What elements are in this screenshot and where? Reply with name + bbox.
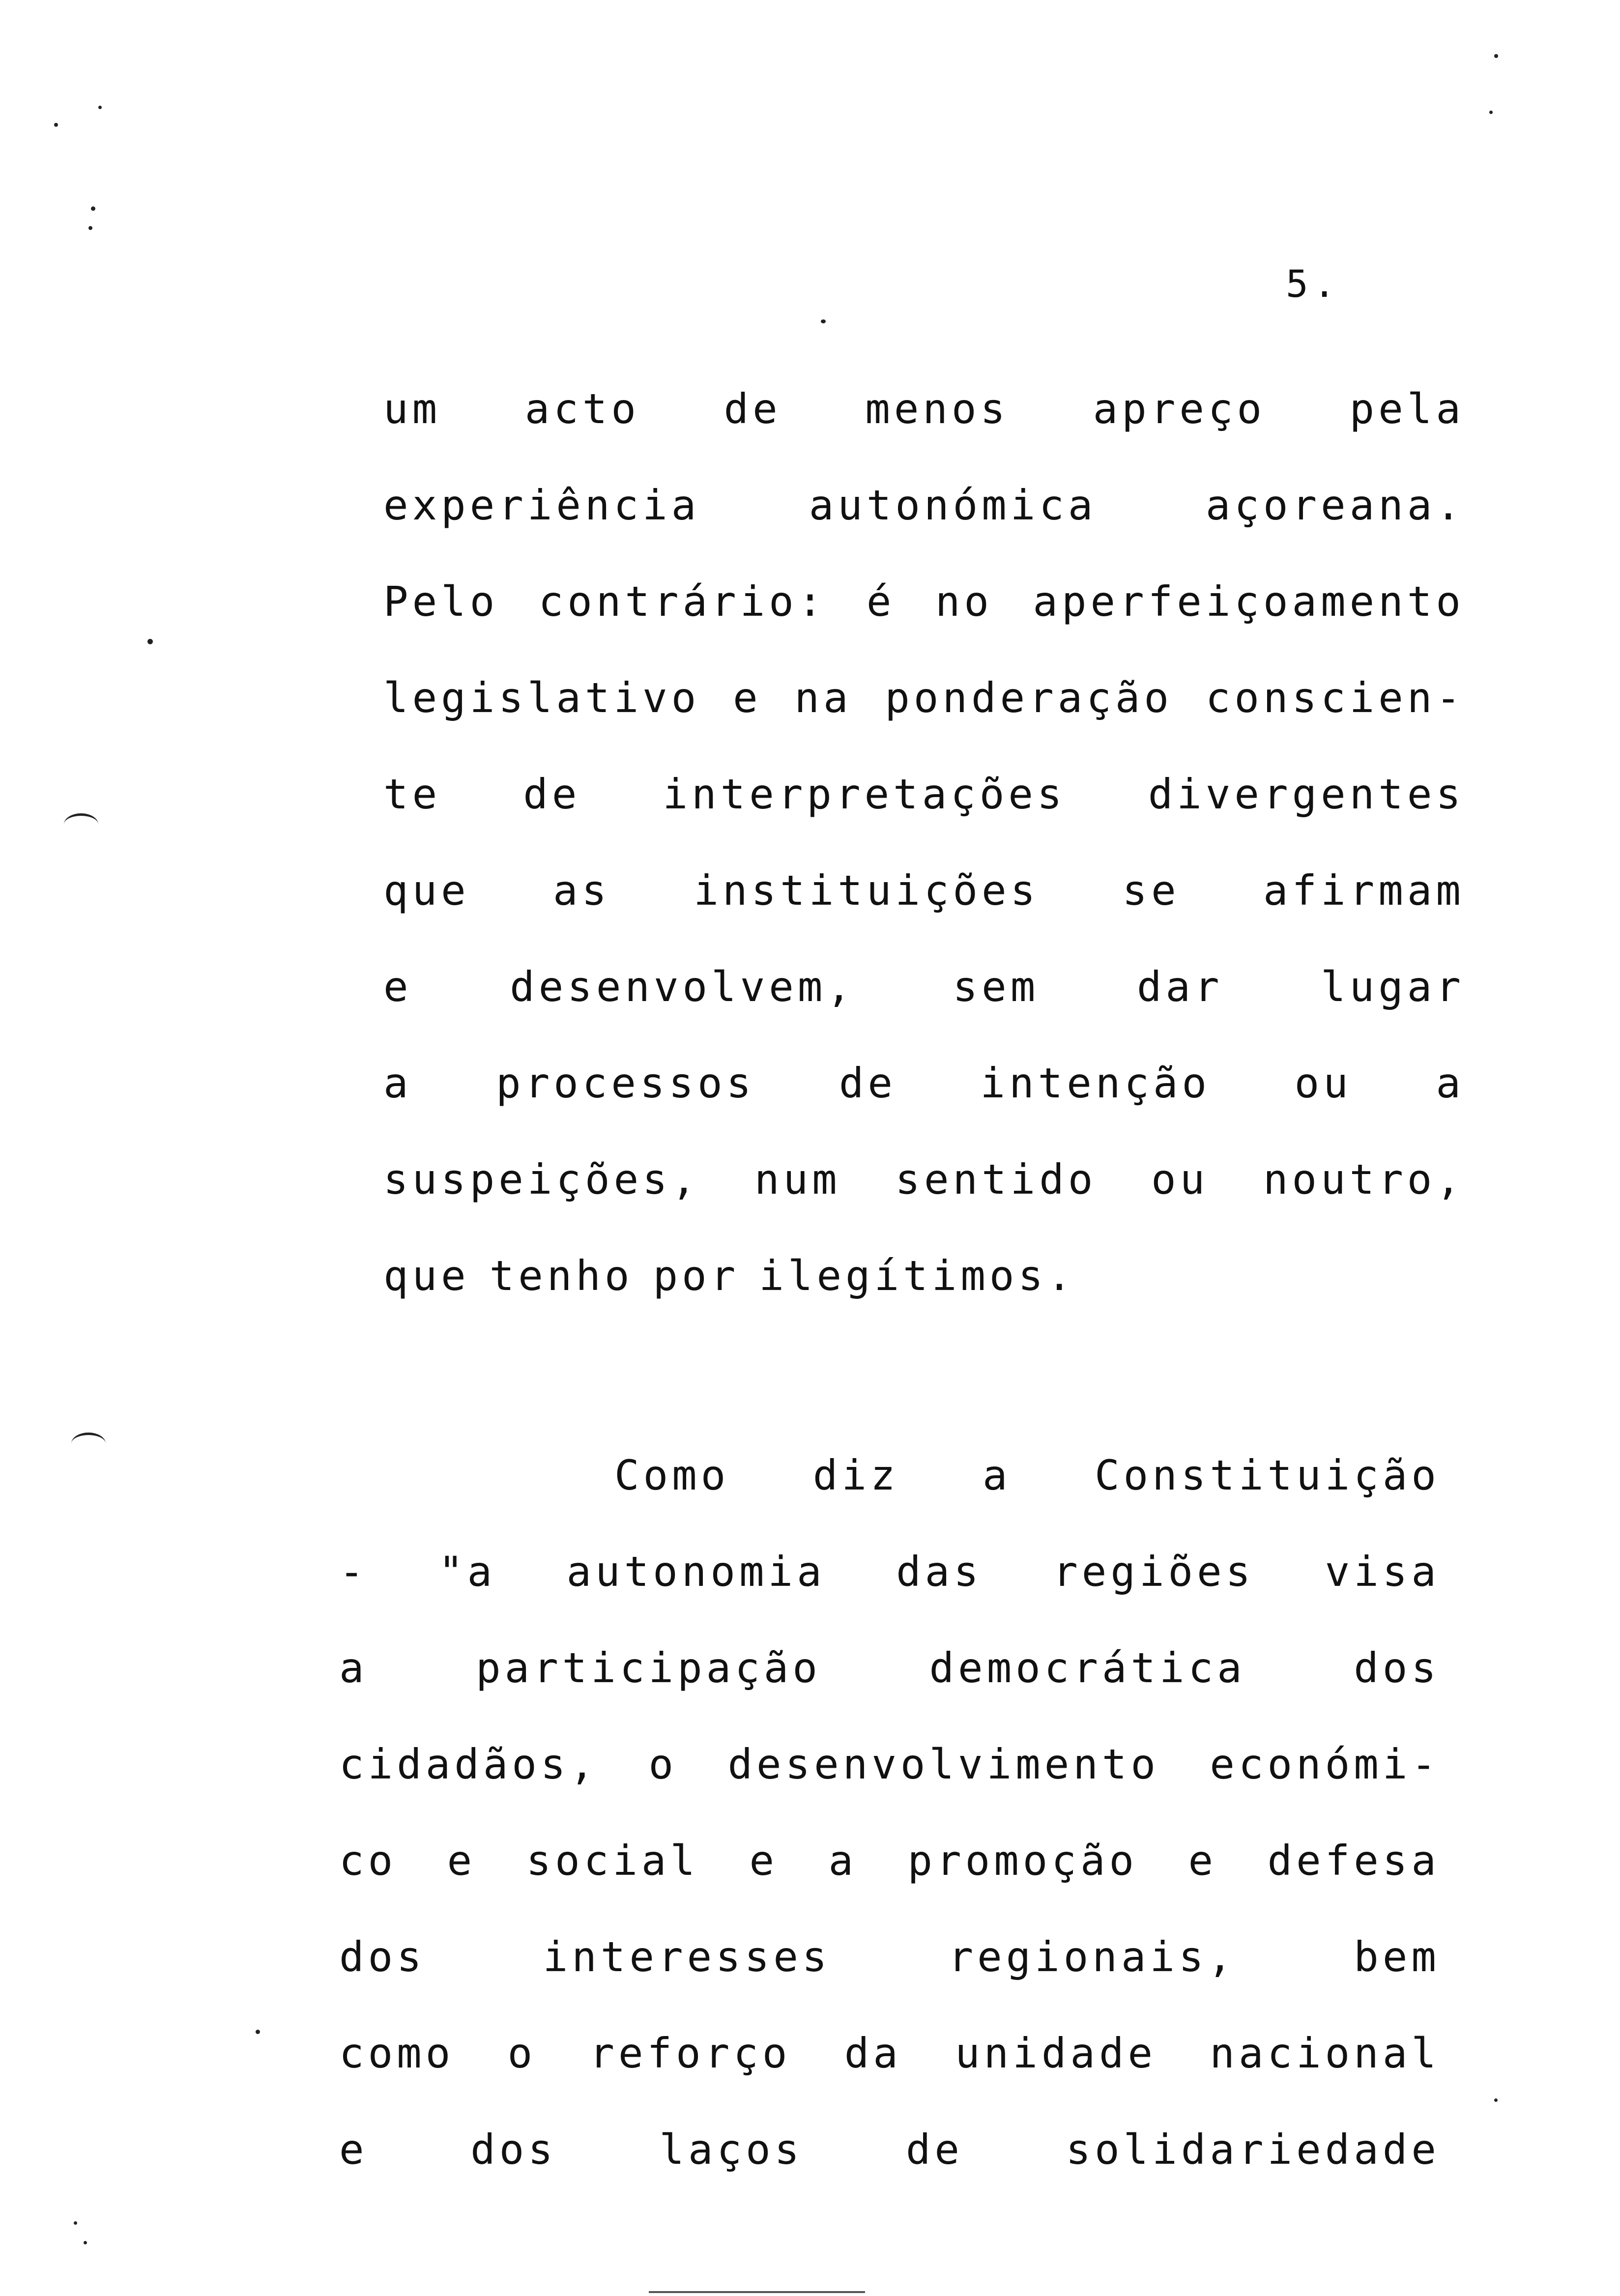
- word: a: [1436, 1059, 1465, 1107]
- word: e: [383, 963, 412, 1011]
- word: que: [383, 866, 470, 915]
- word: dos: [470, 2125, 557, 2174]
- word: regionais,: [948, 1933, 1237, 1981]
- text-line: [339, 1548, 1440, 1647]
- word: experiência: [383, 481, 700, 529]
- word: ponderação: [885, 674, 1173, 722]
- word: nacional: [1210, 2029, 1440, 2077]
- word: a: [983, 1451, 1012, 1499]
- word: a: [339, 1644, 368, 1692]
- word: lugar: [1321, 963, 1465, 1011]
- word: dar: [1136, 963, 1223, 1011]
- paragraph-2: [339, 1451, 1440, 2225]
- scan-speck: [88, 226, 92, 230]
- word: a: [383, 1059, 412, 1107]
- word: num: [754, 1155, 841, 1204]
- text-line: [383, 577, 1465, 677]
- word: regiões: [1053, 1548, 1255, 1596]
- text-line: [383, 385, 1465, 485]
- word: ou: [1151, 1155, 1209, 1204]
- word: unidade: [955, 2029, 1157, 2077]
- word: cidadãos,: [339, 1740, 599, 1788]
- word: laços: [659, 2125, 804, 2174]
- scan-speck: [74, 2221, 77, 2225]
- word: o: [507, 2029, 537, 2077]
- word: um: [383, 385, 441, 433]
- word: como: [339, 2029, 455, 2077]
- word: a: [828, 1837, 858, 1885]
- scan-speck: [54, 123, 58, 127]
- word: na: [794, 674, 852, 722]
- word: Pelo: [383, 577, 499, 626]
- word: se: [1122, 866, 1180, 915]
- word: desenvolvimento: [727, 1740, 1160, 1788]
- word: autonomia: [566, 1548, 826, 1596]
- word: afirmam: [1263, 866, 1465, 915]
- text-line: [383, 866, 1465, 966]
- word: participação: [476, 1644, 821, 1692]
- word: social: [526, 1837, 699, 1885]
- word: sentido: [895, 1155, 1097, 1204]
- scan-speck: [256, 2030, 260, 2034]
- scan-mark: [64, 813, 98, 835]
- word: é: [866, 577, 896, 626]
- word: reforço: [589, 2029, 791, 2077]
- word: Como: [614, 1451, 730, 1499]
- word: ilegítimos.: [759, 1252, 1076, 1300]
- word: e: [733, 674, 762, 722]
- text-line: [383, 1155, 1465, 1255]
- text-line: [383, 674, 1465, 774]
- scan-edge-line: [649, 2291, 865, 2293]
- page-number: 5.: [1286, 262, 1341, 306]
- scan-speck: [147, 639, 153, 644]
- word: noutro,: [1263, 1155, 1465, 1204]
- word: contrário:: [538, 577, 827, 626]
- word: no: [935, 577, 993, 626]
- word: e: [749, 1837, 779, 1885]
- word: de: [723, 385, 781, 433]
- scan-speck: [1494, 2098, 1498, 2102]
- word: ou: [1294, 1059, 1352, 1107]
- text-line: [383, 963, 1465, 1062]
- word: da: [844, 2029, 902, 2077]
- word: autonómica: [809, 481, 1097, 529]
- word: de: [839, 1059, 897, 1107]
- word: co: [339, 1837, 397, 1885]
- word: apreço: [1093, 385, 1266, 433]
- word: económi-: [1210, 1740, 1440, 1788]
- word: diz: [812, 1451, 899, 1499]
- word: interpretações: [663, 770, 1066, 818]
- word: promoção: [907, 1837, 1138, 1885]
- word: dos: [1354, 1644, 1440, 1692]
- word: e: [447, 1837, 476, 1885]
- scan-mark: [71, 1433, 106, 1455]
- text-line: [339, 1644, 1440, 1744]
- text-line: [339, 2029, 1440, 2129]
- word: menos: [865, 385, 1010, 433]
- text-line: [339, 1740, 1440, 1840]
- word: conscien-: [1205, 674, 1465, 722]
- word: legislativo: [383, 674, 700, 722]
- text-line: [339, 1451, 1440, 1551]
- word: e: [339, 2125, 368, 2174]
- word: de: [523, 770, 581, 818]
- text-line: [383, 1252, 1465, 1351]
- word: Constituição: [1095, 1451, 1440, 1499]
- text-line: [383, 770, 1465, 870]
- word: divergentes: [1148, 770, 1465, 818]
- word: defesa: [1267, 1837, 1440, 1885]
- word: que: [383, 1252, 470, 1300]
- text-line: [383, 481, 1465, 581]
- scan-speck: [821, 319, 826, 323]
- word: açoreana.: [1205, 481, 1465, 529]
- word: interesses: [543, 1933, 831, 1981]
- scan-speck: [84, 2241, 87, 2244]
- text-line: [339, 2125, 1440, 2225]
- scan-speck: [1494, 54, 1498, 58]
- word: de: [905, 2125, 963, 2174]
- paragraph-1: [383, 385, 1465, 1351]
- text-line: [383, 1059, 1465, 1159]
- word: as: [552, 866, 611, 915]
- word: democrática: [929, 1644, 1246, 1692]
- word: o: [648, 1740, 678, 1788]
- word: e: [1188, 1837, 1217, 1885]
- word: suspeições,: [383, 1155, 700, 1204]
- word: solidariedade: [1066, 2125, 1440, 2174]
- word: processos: [496, 1059, 755, 1107]
- word: -: [339, 1548, 368, 1596]
- text-line: [339, 1933, 1440, 2033]
- scan-speck: [1489, 111, 1493, 114]
- word: pela: [1349, 385, 1465, 433]
- word: tenho: [489, 1252, 634, 1300]
- word: visa: [1325, 1548, 1440, 1596]
- scan-speck: [91, 206, 95, 211]
- text-line: [339, 1837, 1440, 1936]
- word: bem: [1354, 1933, 1440, 1981]
- word: "a: [438, 1548, 496, 1596]
- word: te: [383, 770, 441, 818]
- scan-speck: [98, 106, 102, 109]
- word: sem: [953, 963, 1040, 1011]
- word: instituições: [694, 866, 1040, 915]
- word: dos: [339, 1933, 426, 1981]
- word: intenção: [980, 1059, 1211, 1107]
- word: desenvolvem,: [510, 963, 855, 1011]
- word: das: [896, 1548, 983, 1596]
- word: por: [653, 1252, 740, 1300]
- word: aperfeiçoamento: [1033, 577, 1465, 626]
- word: acto: [524, 385, 640, 433]
